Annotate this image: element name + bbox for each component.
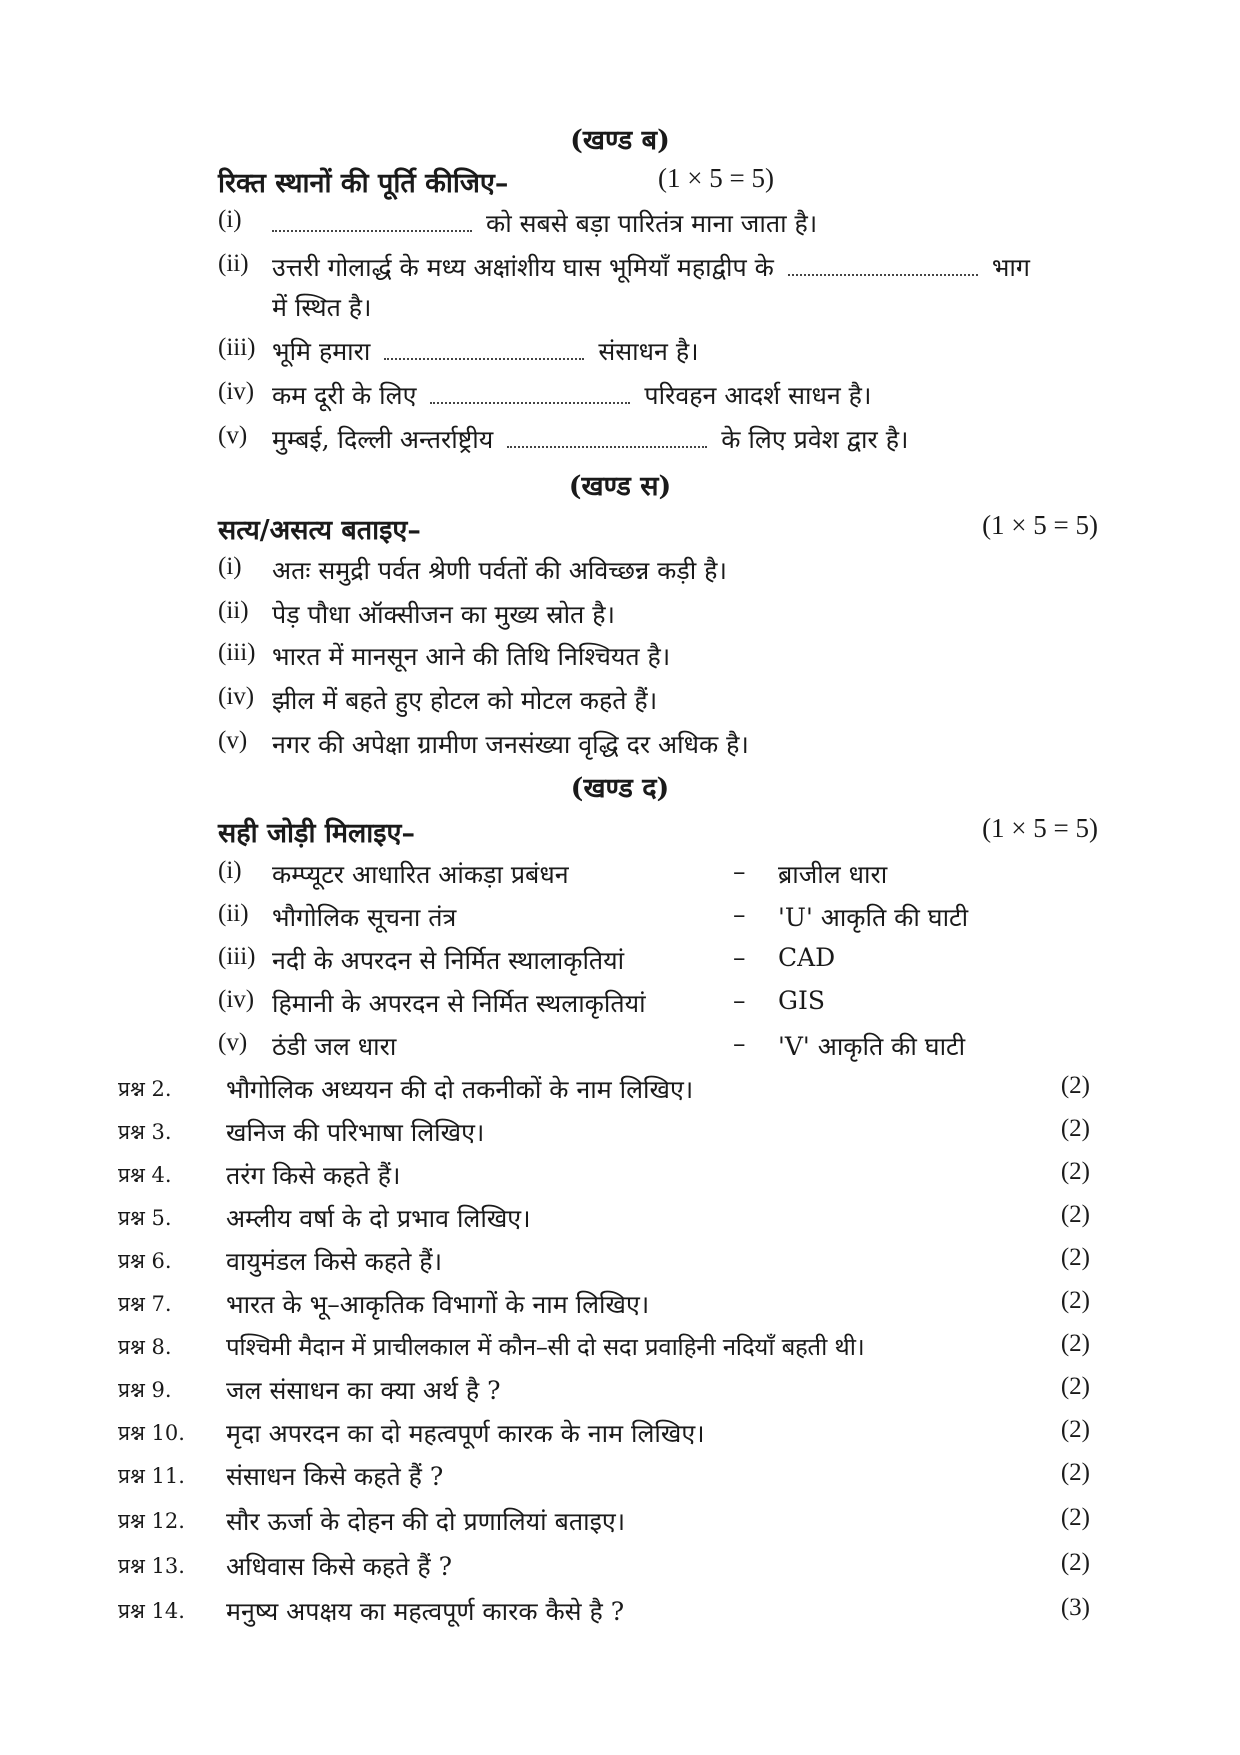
question-number: प्रश्न 9.	[118, 1378, 172, 1402]
blank-line	[788, 262, 978, 276]
section-c-heading-text: सत्य/असत्य बताइए–	[218, 515, 421, 546]
item-number: (i)	[218, 206, 242, 233]
section-d-marks: (1 × 5 = 5)	[982, 813, 1098, 843]
match-right: GIS	[778, 986, 825, 1015]
question-marks: (2)	[1060, 1072, 1090, 1099]
section-d-heading-text: सही जोड़ी मिलाइए–	[218, 818, 415, 849]
section-b-heading	[218, 163, 1098, 200]
item-number: (iii)	[218, 943, 256, 970]
match-dash: –	[733, 986, 746, 1015]
question-number: प्रश्न 2.	[118, 1077, 172, 1101]
item-number: (v)	[218, 1029, 248, 1056]
match-right: CAD	[778, 943, 836, 972]
section-c-marks: (1 × 5 = 5)	[982, 510, 1098, 540]
item-number: (i)	[218, 857, 242, 884]
match-dash: –	[733, 857, 746, 886]
item-text	[272, 250, 1098, 284]
question-marks: (3)	[1060, 1594, 1090, 1621]
question-text: सौर ऊर्जा के दोहन की दो प्रणालियां बताइए।	[226, 1507, 626, 1536]
item-pre: उत्तरी गोलार्द्ध के मध्य अक्षांशीय घास भूमियाँ महाद्वीप के	[272, 253, 774, 282]
question-marks: (2)	[1060, 1158, 1090, 1185]
item-number: (v)	[218, 727, 248, 754]
question-marks: (2)	[1060, 1201, 1090, 1228]
question-text: जल संसाधन का क्या अर्थ है ?	[226, 1376, 501, 1405]
section-b-title: (खण्ड ब)	[570, 125, 670, 156]
question-text: संसाधन किसे कहते हैं ?	[226, 1462, 444, 1491]
question-text: पश्चिमी मैदान में प्राचीलकाल में कौन–सी दो सदा प्रवाहिनी नदियाँ बहती थी।	[226, 1333, 865, 1361]
item-number: (ii)	[218, 900, 249, 927]
match-dash: –	[733, 943, 746, 972]
item-text	[272, 378, 1098, 412]
question-number: प्रश्न 6.	[118, 1249, 172, 1273]
question-text: भौगोलिक अध्ययन की दो तकनीकों के नाम लिखिए।	[226, 1075, 694, 1104]
question-number: प्रश्न 4.	[118, 1163, 172, 1187]
item-text: झील में बहते हुए होटल को मोटल कहते हैं।	[272, 686, 658, 715]
match-right: 'U' आकृति की घाटी	[778, 903, 969, 932]
item-number: (iv)	[218, 683, 255, 710]
question-marks: (2)	[1060, 1549, 1090, 1576]
question-number: प्रश्न 7.	[118, 1292, 172, 1316]
match-left: ठंडी जल धारा	[272, 1032, 397, 1061]
item-text	[272, 206, 1098, 240]
item-text: भारत में मानसून आने की तिथि निश्चियत है।	[272, 642, 671, 671]
item-text: अतः समुद्री पर्वत श्रेणी पर्वतों की अविच्छन्न कड़ी है।	[272, 556, 727, 585]
question-text: अम्लीय वर्षा के दो प्रभाव लिखिए।	[226, 1204, 531, 1233]
blank-line	[384, 346, 584, 360]
question-number: प्रश्न 8.	[118, 1335, 172, 1359]
match-right: 'V' आकृति की घाटी	[778, 1032, 966, 1061]
question-number: प्रश्न 3.	[118, 1120, 172, 1144]
question-number: प्रश्न 5.	[118, 1206, 172, 1230]
question-text: वायुमंडल किसे कहते हैं।	[226, 1247, 443, 1276]
item-post: भाग	[991, 253, 1030, 282]
blank-line	[430, 390, 630, 404]
match-dash: –	[733, 1029, 746, 1058]
section-c-title: (खण्ड स)	[568, 471, 672, 502]
question-marks: (2)	[1060, 1115, 1090, 1142]
question-text: मृदा अपरदन का दो महत्वपूर्ण कारक के नाम लिखिए।	[226, 1419, 705, 1448]
item-number: (i)	[218, 553, 242, 580]
question-marks: (2)	[1060, 1244, 1090, 1271]
item-number: (v)	[218, 422, 248, 449]
match-left: कम्प्यूटर आधारित आंकड़ा प्रबंधन	[272, 860, 569, 889]
section-d-heading	[218, 813, 1098, 850]
item-post: के लिए प्रवेश द्वार है।	[721, 425, 909, 454]
item-text: पेड़ पौधा ऑक्सीजन का मुख्य स्रोत है।	[272, 600, 616, 629]
item-text	[272, 334, 1098, 368]
question-marks: (2)	[1060, 1504, 1090, 1531]
question-marks: (2)	[1060, 1287, 1090, 1314]
match-left: भौगोलिक सूचना तंत्र	[272, 903, 457, 932]
match-left: हिमानी के अपरदन से निर्मित स्थलाकृतियां	[272, 989, 646, 1018]
item-number: (ii)	[218, 597, 249, 624]
item-number: (iv)	[218, 986, 255, 1013]
question-marks: (2)	[1060, 1330, 1090, 1357]
item-number: (iii)	[218, 639, 256, 666]
item-text: नगर की अपेक्षा ग्रामीण जनसंख्या वृद्धि दर अधिक है।	[272, 730, 749, 759]
item-pre: कम दूरी के लिए	[272, 381, 417, 410]
question-number: प्रश्न 11.	[118, 1464, 185, 1488]
item-post: संसाधन है।	[598, 337, 699, 366]
item-number: (iii)	[218, 334, 256, 361]
item-post: परिवहन आदर्श साधन है।	[644, 381, 872, 410]
question-text: मनुष्य अपक्षय का महत्वपूर्ण कारक कैसे है ?	[226, 1597, 625, 1626]
item-number: (ii)	[218, 250, 249, 277]
section-b-marks: (1 × 5 = 5)	[658, 163, 774, 193]
blank-line	[272, 218, 472, 232]
question-marks: (2)	[1060, 1373, 1090, 1400]
item-post: को सबसे बड़ा पारितंत्र माना जाता है।	[486, 209, 818, 238]
match-dash: –	[733, 900, 746, 929]
match-right: ब्राजील धारा	[778, 860, 888, 889]
item-number: (iv)	[218, 378, 255, 405]
item-pre: मुम्बई, दिल्ली अन्तर्राष्ट्रीय	[272, 425, 494, 454]
question-number: प्रश्न 12.	[118, 1509, 185, 1533]
section-d-title: (खण्ड द)	[570, 773, 670, 804]
item-continuation: में स्थित है।	[272, 293, 372, 322]
question-text: भारत के भू–आकृतिक विभागों के नाम लिखिए।	[226, 1290, 650, 1319]
question-number: प्रश्न 10.	[118, 1421, 185, 1445]
question-text: तरंग किसे कहते हैं।	[226, 1161, 401, 1190]
section-c-heading	[218, 510, 1098, 547]
question-number: प्रश्न 14.	[118, 1599, 185, 1623]
question-text: अधिवास किसे कहते हैं ?	[226, 1552, 452, 1581]
item-pre: भूमि हमारा	[272, 337, 371, 366]
question-number: प्रश्न 13.	[118, 1554, 185, 1578]
question-marks: (2)	[1060, 1416, 1090, 1443]
question-marks: (2)	[1060, 1459, 1090, 1486]
question-text: खनिज की परिभाषा लिखिए।	[226, 1118, 485, 1147]
match-left: नदी के अपरदन से निर्मित स्थालाकृतियां	[272, 946, 625, 975]
blank-line	[507, 434, 707, 448]
item-text	[272, 422, 1098, 456]
section-b-heading-text: रिक्त स्थानों की पूर्ति कीजिए–	[218, 168, 509, 199]
